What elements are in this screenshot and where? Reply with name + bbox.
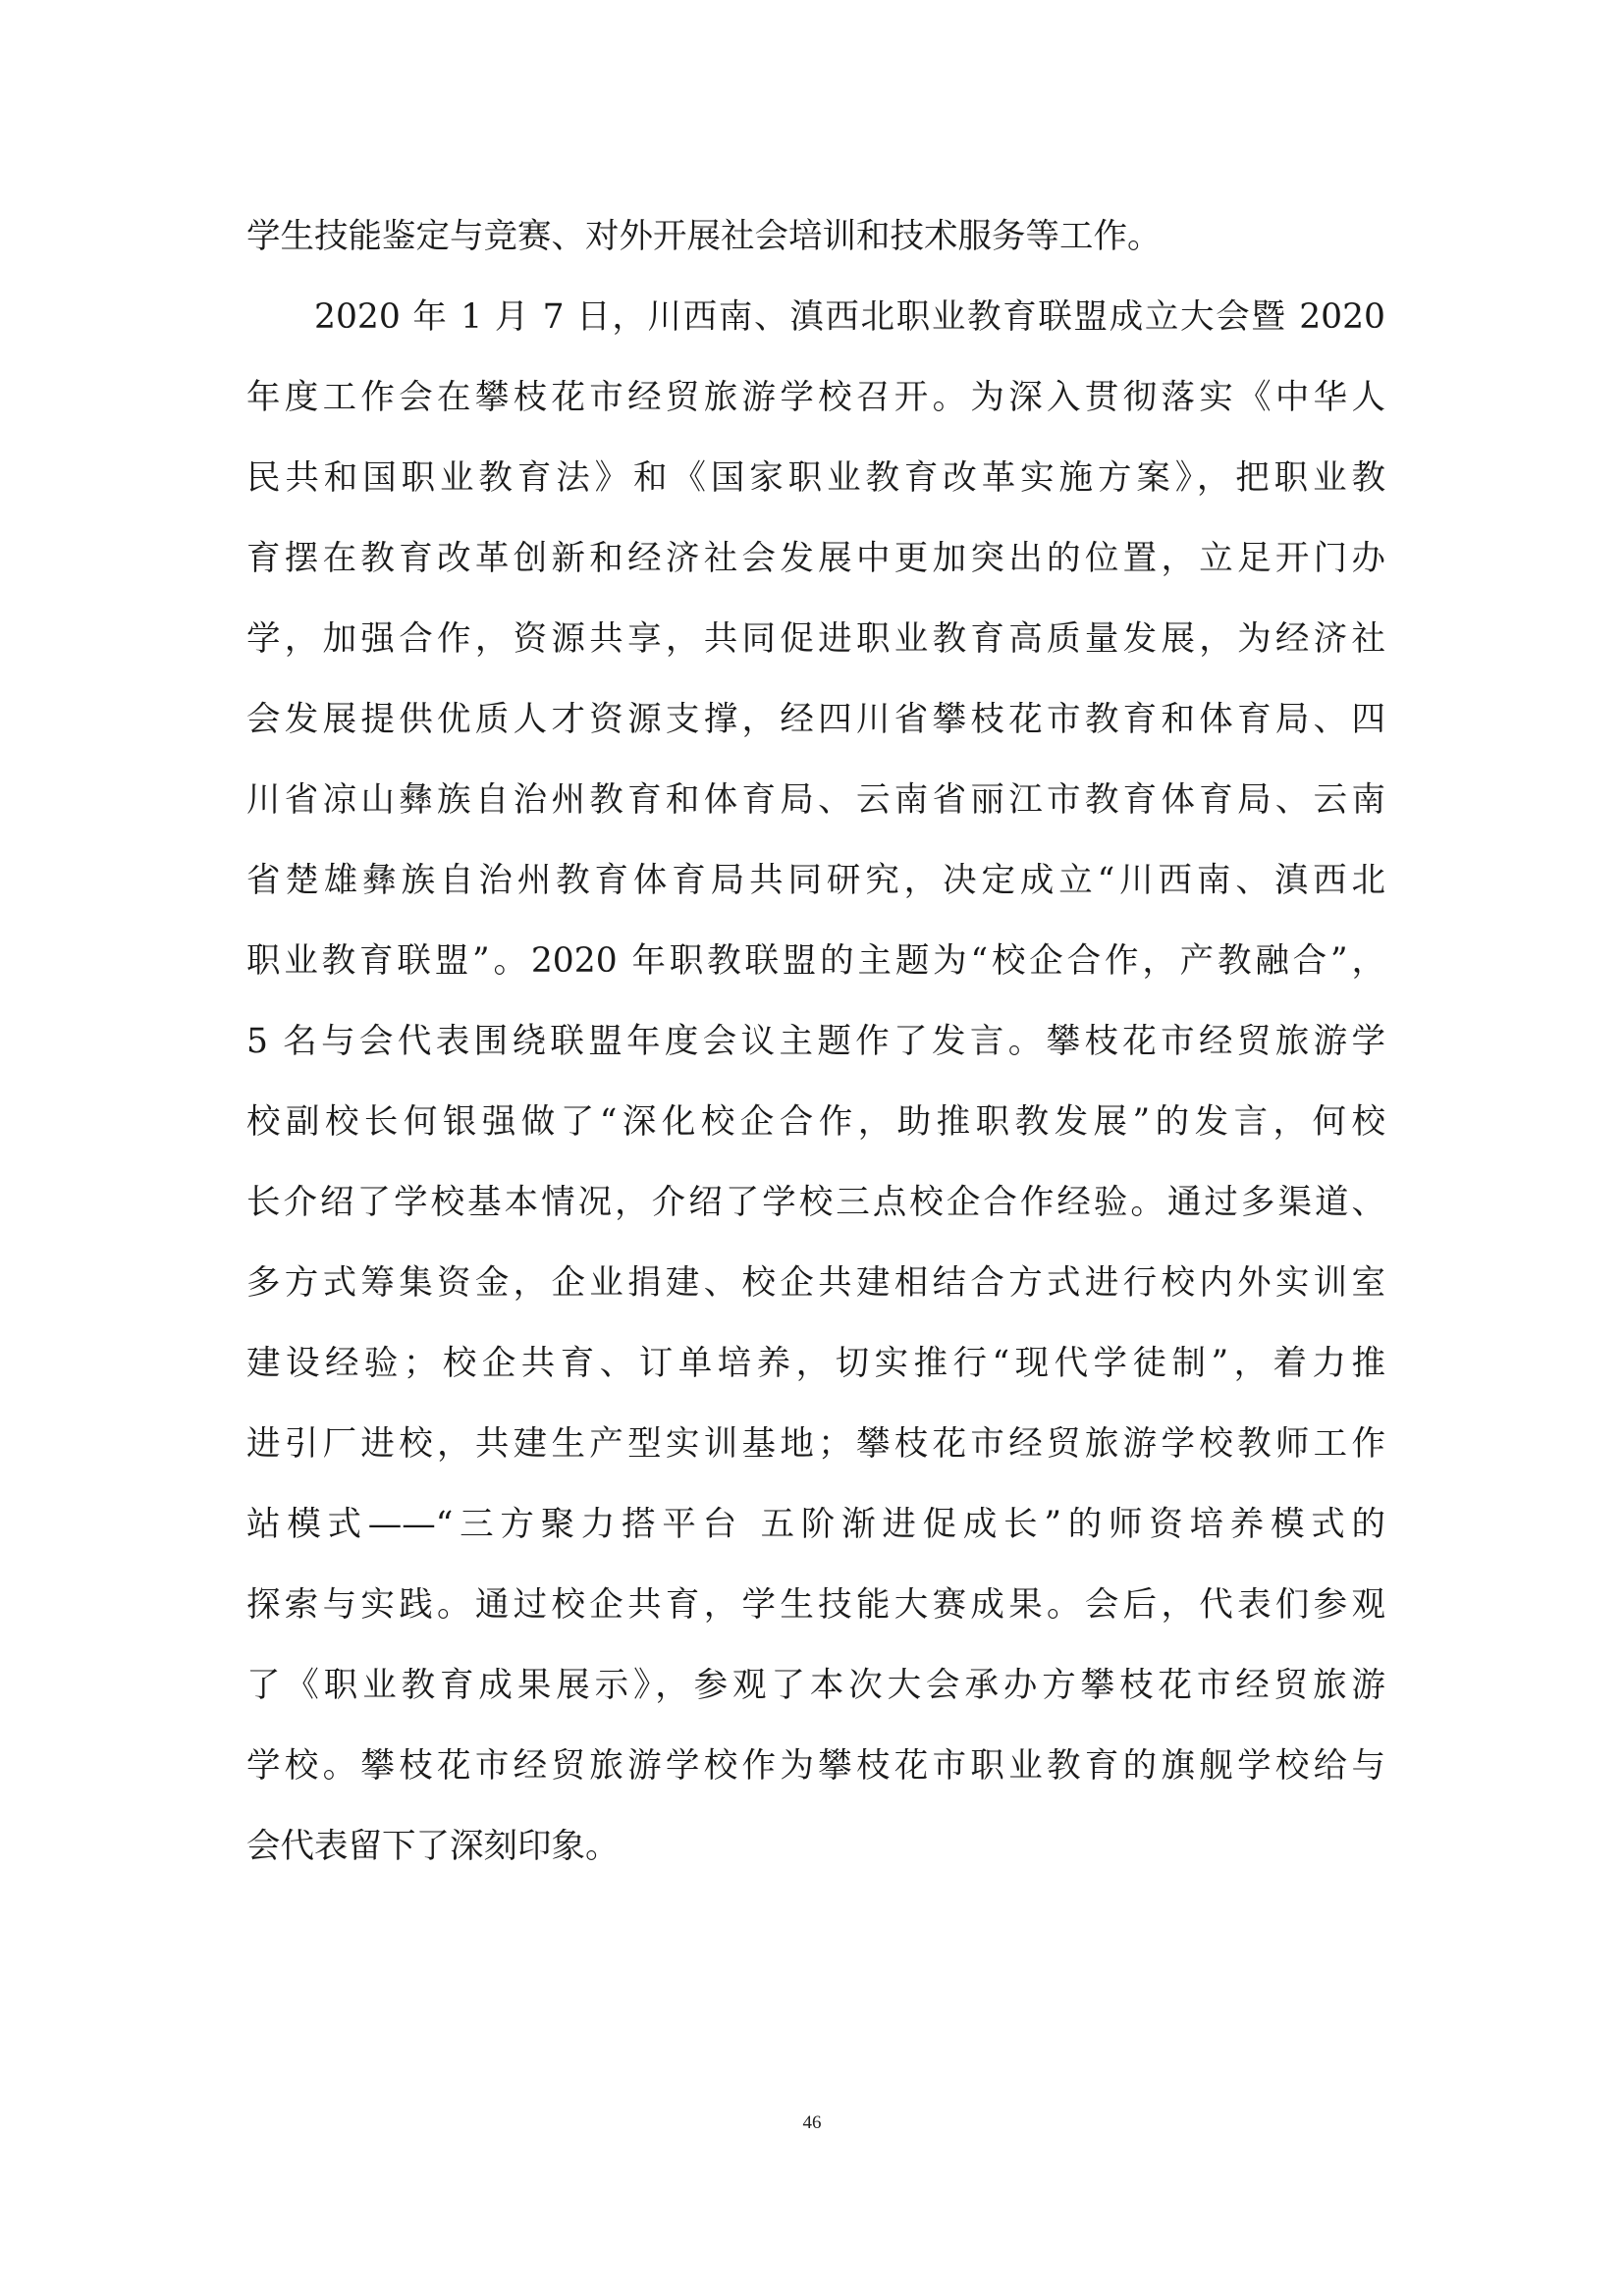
text-line: 建设经验；校企共育、订单培养，切实推行“现代学徒制”，着力推	[246, 1344, 1385, 1383]
text-line: 长介绍了学校基本情况，介绍了学校三点校企合作经验。通过多渠道、	[246, 1183, 1385, 1222]
text-line: 探索与实践。通过校企共育，学生技能大赛成果。会后，代表们参观	[246, 1585, 1385, 1625]
text-line: 5 名与会代表围绕联盟年度会议主题作了发言。攀枝花市经贸旅游学	[246, 1022, 1385, 1061]
body-text	[246, 196, 1385, 1887]
text-line: 会代表留下了深刻印象。	[246, 1827, 620, 1866]
paragraph-first-line: 2020 年 1 月 7 日，川西南、滇西北职业教育联盟成立大会暨 2020	[314, 297, 1385, 337]
text-line: 会发展提供优质人才资源支撑，经四川省攀枝花市教育和体育局、四	[246, 700, 1385, 739]
text-line: 进引厂进校，共建生产型实训基地；攀枝花市经贸旅游学校教师工作	[246, 1424, 1385, 1464]
text-line: 校副校长何银强做了“深化校企合作，助推职教发展”的发言，何校	[246, 1102, 1385, 1142]
text-line: 学校。攀枝花市经贸旅游学校作为攀枝花市职业教育的旗舰学校给与	[246, 1746, 1385, 1786]
text-line: 川省凉山彝族自治州教育和体育局、云南省丽江市教育体育局、云南	[246, 780, 1385, 820]
page-number: 46	[802, 2112, 822, 2133]
text-line: 站模式——“三方聚力搭平台 五阶渐进促成长”的师资培养模式的	[246, 1505, 1385, 1544]
text-line: 职业教育联盟”。2020 年职教联盟的主题为“校企合作，产教融合”，	[246, 941, 1385, 981]
text-line: 学生技能鉴定与竞赛、对外开展社会培训和技术服务等工作。	[246, 217, 1162, 256]
text-line: 学，加强合作，资源共享，共同促进职业教育高质量发展，为经济社	[246, 619, 1385, 659]
text-line: 民共和国职业教育法》和《国家职业教育改革实施方案》，把职业教	[246, 458, 1385, 498]
text-line: 省楚雄彝族自治州教育体育局共同研究，决定成立“川西南、滇西北	[246, 861, 1385, 900]
text-line: 年度工作会在攀枝花市经贸旅游学校召开。为深入贯彻落实《中华人	[246, 378, 1385, 417]
text-line: 了《职业教育成果展示》，参观了本次大会承办方攀枝花市经贸旅游	[246, 1666, 1385, 1705]
text-line: 育摆在教育改革创新和经济社会发展中更加突出的位置，立足开门办	[246, 539, 1385, 578]
text-line: 多方式筹集资金，企业捐建、校企共建相结合方式进行校内外实训室	[246, 1263, 1385, 1303]
